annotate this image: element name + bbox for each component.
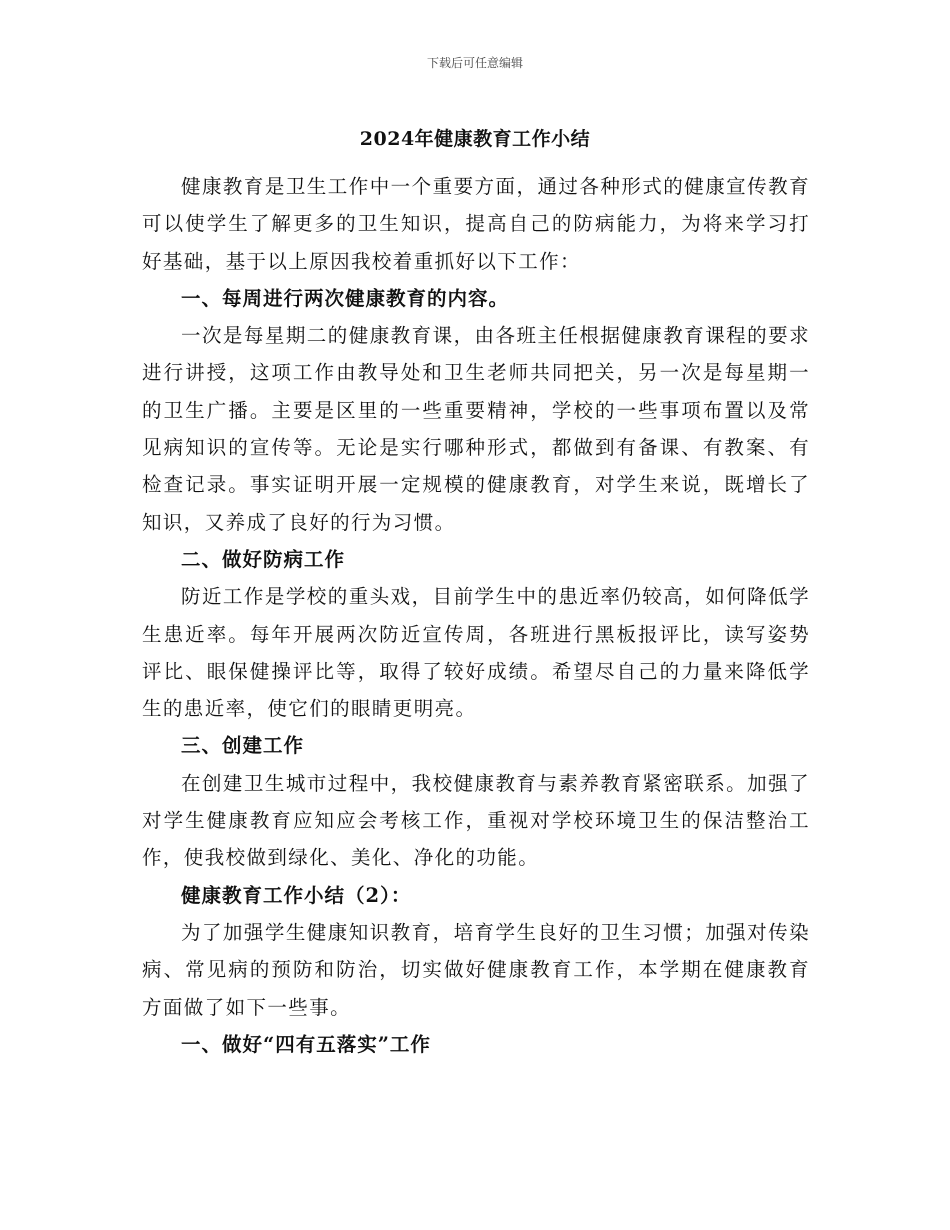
paragraph: 一次是每星期二的健康教育课，由各班主任根据健康教育课程的要求进行讲授，这项工作由教导处和卫生老师共同把关，另一次是每星期一的卫生广播。主要是区里的一些重要精神，学校的一些事项布置以及常见病知识的宣传等。无论是实行哪种形式，都做到有备课、有教案、有检查记录。事实证明开展一定规模的健康教育，对学生来说，既增长了知识，又养成了良好的行为习惯。 [142,324,810,534]
section-heading: 二、做好防病工作 [181,547,346,571]
section-heading: 一、每周进行两次健康教育的内容。 [181,286,510,310]
document-title: 2024年健康教育工作小结 [359,128,591,150]
paragraph: 在创建卫生城市过程中，我校健康教育与素养教育紧密联系。加强了对学生健康教育应知应会考核工作，重视对学校环境卫生的保洁整治工作，使我校做到绿化、美化、净化的功能。 [142,771,810,870]
paragraph: 防近工作是学校的重头戏，目前学生中的患近率仍较高，如何降低学生患近率。每年开展两次防近宣传周，各班进行黑板报评比，读写姿势评比、眼保健操评比等，取得了较好成绩。希望尽自己的力量来降低学生的患近率，使它们的眼睛更明亮。 [142,585,810,721]
document-body [142,168,810,1063]
paragraph-intro: 健康教育是卫生工作中一个重要方面，通过各种形式的健康宣传教育可以使学生了解更多的卫生知识，提高自己的防病能力，为将来学习打好基础，基于以上原因我校着重抓好以下工作： [142,175,810,273]
section-heading: 健康教育工作小结（2）： [181,883,412,907]
section-heading: 三、创建工作 [181,734,305,758]
paragraph: 为了加强学生健康知识教育，培育学生良好的卫生习惯；加强对传染病、常见病的预防和防治，切实做好健康教育工作，本学期在健康教育方面做了如下一些事。 [142,920,810,1019]
section-heading: 一、做好“四有五落实”工作 [181,1032,431,1056]
header-note: 下载后可任意编辑 [426,56,523,70]
